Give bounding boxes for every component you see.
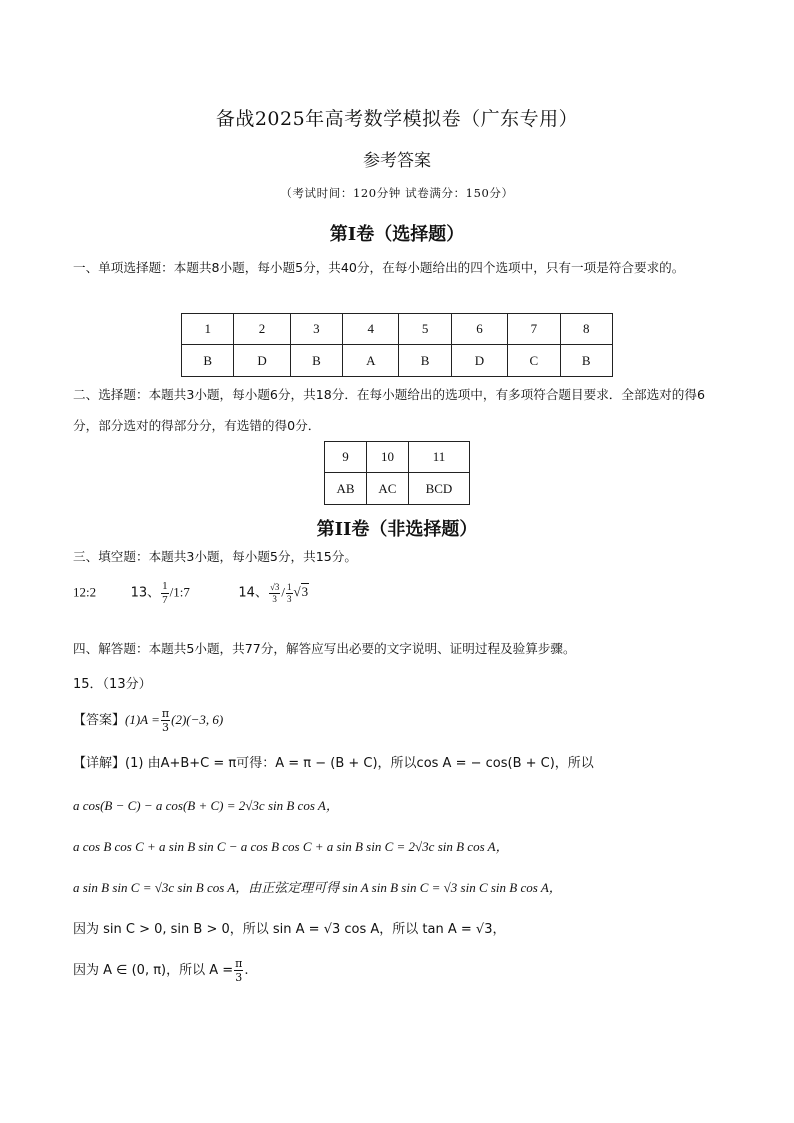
table-cell: 9: [325, 442, 367, 473]
multi-choice-answer-table: [324, 441, 470, 505]
detail-line-5: 因为 sin C > 0, sin B > 0，所以 sin A = √3 cos A，所以 tan A = √3，: [73, 922, 506, 937]
table-cell: A: [343, 345, 399, 377]
table-row: [325, 442, 470, 473]
table-cell: 8: [560, 314, 612, 345]
detail-label: 【详解】: [73, 756, 126, 771]
answer-fraction: $\frac{\pi}{3}$: [161, 707, 170, 734]
page-title: 备战2025年高考数学模拟卷（广东专用）: [215, 108, 579, 130]
q13-fraction: $\frac{1}{7}$: [162, 580, 168, 606]
solve-instructions: 四、解答题：本题共5小题，共77分，解答应写出必要的文字说明、证明过程及验算步骤。: [73, 641, 576, 656]
q14-separator: /: [281, 584, 286, 600]
single-choice-instructions: 一、单项选择题：本题共8小题，每小题5分，共40分，在每小题给出的四个选项中，只有一项是符合要求的。: [73, 260, 685, 275]
fill-blank-instructions: 三、填空题：本题共3小题，每小题5分，共15分。: [73, 549, 357, 564]
q14-root: √3: [293, 584, 309, 600]
table-cell: BCD: [408, 473, 469, 505]
table-cell: 4: [343, 314, 399, 345]
part2-heading: 第II卷（非选择题）: [316, 519, 478, 540]
table-row: [325, 473, 470, 505]
exam-meta: （考试时间：120分钟 试卷满分：150分）: [280, 186, 514, 200]
q15-answer-line: [73, 708, 223, 733]
detail-line-3: a cos B cos C + a sin B sin C − a cos B cos C + a sin B sin C = 2√3c sin B cos A，: [73, 839, 509, 854]
table-cell: C: [508, 345, 560, 377]
answer-part1: (1)A =: [125, 712, 160, 727]
q12-answer: 12:2: [73, 584, 97, 600]
multi-choice-instructions: 二、选择题：本题共3小题，每小题6分，共18分．在每小题给出的选项中，有多项符合题目要求．全部选对的得6分，部分选对的得部分分，有选错的得0分．: [73, 387, 705, 433]
table-cell: 11: [408, 442, 469, 473]
table-row: [182, 314, 613, 345]
table-cell: 3: [290, 314, 342, 345]
table-cell: 5: [399, 314, 451, 345]
q14-fraction-2: $\frac{1}{3}$: [287, 582, 292, 604]
detail-line-6: 因为 A ∈ (0, π)，所以 A = $\frac{\pi}{3}$ .: [73, 957, 249, 984]
table-cell: 2: [234, 314, 290, 345]
detail-line-4: a sin B sin C = √3c sin B cos A，由正弦定理可得 sin A sin B sin C = √3 sin C sin B cos A，: [73, 880, 562, 895]
q13-label: 13、: [130, 585, 161, 601]
single-choice-answer-table: [181, 313, 613, 377]
table-cell: B: [560, 345, 612, 377]
detail-line-2: a cos(B − C) − a cos(B + C) = 2√3c sin B cos A，: [73, 798, 339, 813]
table-cell: B: [290, 345, 342, 377]
table-cell: D: [234, 345, 290, 377]
q15-title: 15．（13分）: [73, 677, 152, 692]
answer-part2: (2)(−3, 6): [171, 712, 224, 727]
q14-fraction-1: $\frac{√3}{3}$: [269, 582, 280, 604]
page-subtitle: 参考答案: [363, 151, 431, 171]
fill-blank-answers: [73, 581, 309, 606]
answer-label: 【答案】: [73, 713, 126, 728]
q14-label: 14、: [238, 585, 268, 601]
table-cell: AB: [325, 473, 367, 505]
detail-line-1: 【详解】(1) 由A+B+C = π可得：A = π − (B + C)，所以cos A = − cos(B + C)，所以: [73, 756, 594, 771]
q13-answer-suffix: /1:7: [169, 584, 190, 600]
table-cell: 7: [508, 314, 560, 345]
table-row: [182, 345, 613, 377]
table-cell: 10: [366, 442, 408, 473]
table-cell: B: [399, 345, 451, 377]
detail-fraction: $\frac{\pi}{3}$: [235, 957, 243, 984]
part1-heading: 第I卷（选择题）: [329, 224, 465, 245]
table-cell: AC: [366, 473, 408, 505]
table-cell: 6: [451, 314, 507, 345]
table-cell: 1: [182, 314, 234, 345]
table-cell: D: [451, 345, 507, 377]
table-cell: B: [182, 345, 234, 377]
